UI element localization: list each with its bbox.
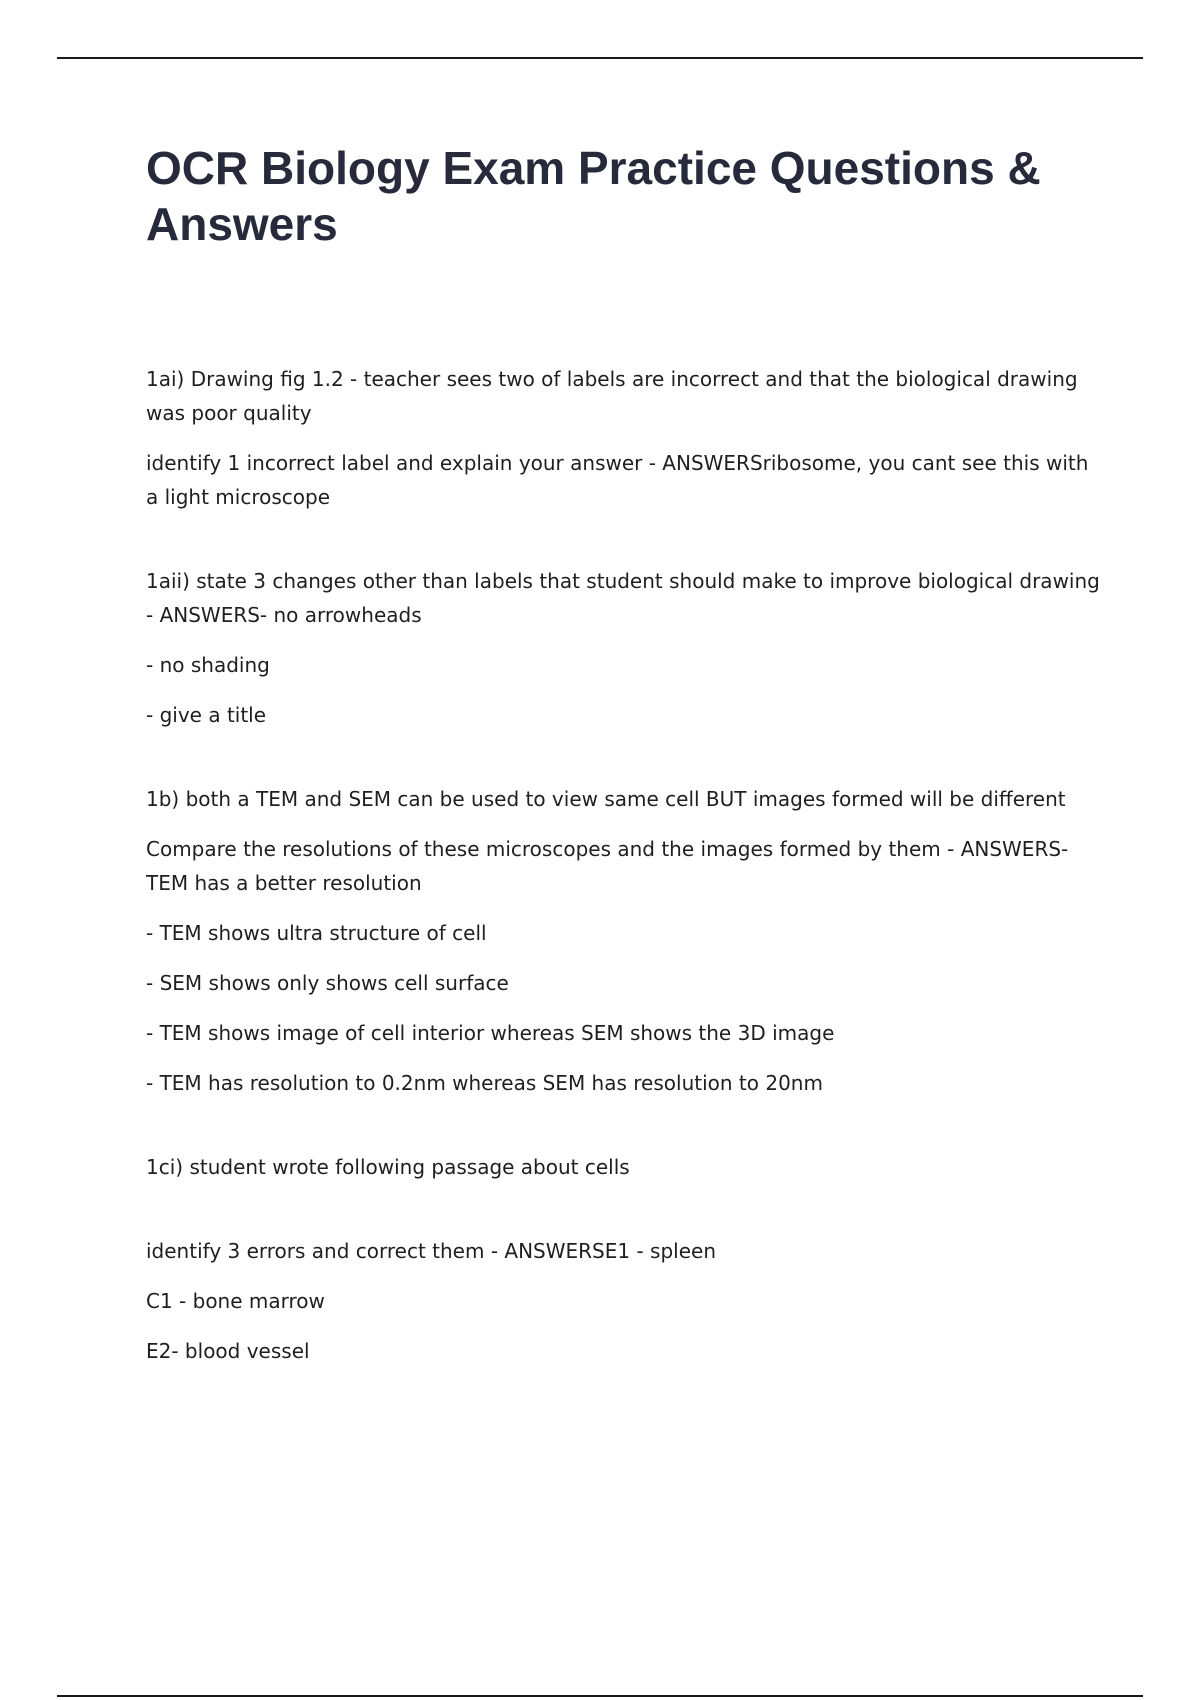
answer-1b: Compare the resolutions of these microscopes and the images formed by them - ANSWERS-TEM has a better resolution: [146, 837, 1069, 895]
answer-line: C1 - bone marrow: [146, 1289, 325, 1313]
bottom-rule: [57, 1695, 1143, 1697]
qa-block-1ci: [146, 1150, 1106, 1184]
question-1aii: 1aii) state 3 changes other than labels that student should make to improve biological drawing - ANSWERS- no arrowheads: [146, 569, 1100, 627]
qa-block-1b: [146, 782, 1106, 1100]
document-body: [146, 140, 1106, 1384]
answer-line: - TEM has resolution to 0.2nm whereas SEM has resolution to 20nm: [146, 1071, 823, 1095]
answer-line: - give a title: [146, 703, 267, 727]
answer-1ci: identify 3 errors and correct them - ANSWERSE1 - spleen: [146, 1239, 716, 1263]
answer-line: - no shading: [146, 653, 270, 677]
qa-block-1ci-answer: [146, 1234, 1106, 1368]
top-rule: [57, 57, 1143, 59]
question-1b: 1b) both a TEM and SEM can be used to view same cell BUT images formed will be different: [146, 787, 1066, 811]
document-title: OCR Biology Exam Practice Questions & Answers: [146, 142, 1041, 250]
qa-block-1ai: [146, 362, 1106, 514]
qa-block-1aii: [146, 564, 1106, 732]
question-1ai: 1ai) Drawing fig 1.2 - teacher sees two of labels are incorrect and that the biological drawing was poor quality: [146, 367, 1078, 425]
answer-line: - SEM shows only shows cell surface: [146, 971, 509, 995]
answer-line: - TEM shows image of cell interior whereas SEM shows the 3D image: [146, 1021, 835, 1045]
answer-1ai: identify 1 incorrect label and explain your answer - ANSWERSribosome, you cant see this with a light microscope: [146, 451, 1089, 509]
question-1ci: 1ci) student wrote following passage about cells: [146, 1155, 630, 1179]
answer-line: E2- blood vessel: [146, 1339, 310, 1363]
answer-line: - TEM shows ultra structure of cell: [146, 921, 487, 945]
